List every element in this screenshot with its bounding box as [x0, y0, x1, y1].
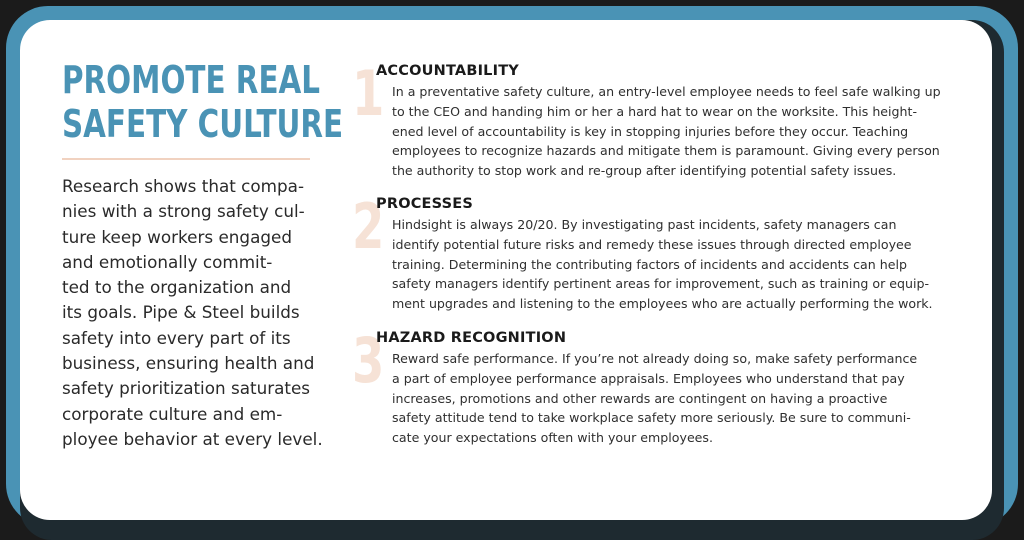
body-line: employees to recognize hazards and mitigate them is paramount. Giving every person [392, 143, 940, 159]
intro-line: and emotionally commit- [62, 251, 273, 272]
intro-line: ted to the organization and [62, 277, 292, 298]
section-number: 3 [352, 324, 385, 397]
body-line: Reward safe performance. If you’re not already doing so, make safety performance [392, 351, 918, 366]
body-line: cate your expectations often with your employees. [392, 430, 713, 446]
title-line: PROMOTE REAL [62, 58, 321, 102]
section-heading: ACCOUNTABILITY [376, 63, 519, 79]
intro-line: safety prioritization saturates [62, 378, 311, 399]
title-divider [62, 158, 310, 160]
intro-line: Research shows that compa- [62, 176, 305, 196]
body-line: ment upgrades and listening to the employees who are actually performing the work. [392, 296, 933, 312]
section-body [392, 349, 972, 448]
section-body [392, 215, 972, 314]
body-line: a part of employee performance appraisals. Employees who understand that pay [392, 370, 905, 386]
body-line: ened level of accountability is key in stopping injuries before they occur. Teaching [392, 123, 909, 139]
body-line: safety managers identify pertinent areas for improvement, such as training or equip- [392, 276, 930, 292]
page-title [62, 58, 344, 146]
intro-line: nies with a strong safety cul- [62, 201, 305, 222]
section-body [392, 82, 972, 181]
body-line: increases, promotions and other rewards are contingent on having a proactive [392, 390, 888, 406]
body-line: In a preventative safety culture, an entry-level employee needs to feel safe walking up [392, 84, 941, 99]
section-heading: HAZARD RECOGNITION [376, 330, 567, 346]
body-line: the authority to stop work and re-group after identifying potential safety issues. [392, 163, 897, 179]
intro-line: ployee behavior at every level. [62, 428, 323, 449]
intro-line: corporate culture and em- [62, 403, 283, 424]
intro-paragraph [62, 174, 332, 452]
section-number: 1 [352, 57, 385, 130]
body-line: to the CEO and handing him or her a hard hat to wear on the worksite. This height- [392, 103, 918, 119]
intro-line: safety into every part of its [62, 327, 291, 348]
body-line: training. Determining the contributing factors of incidents and accidents can help [392, 256, 907, 272]
title-line: SAFETY CULTURE [62, 102, 344, 146]
intro-line: ture keep workers engaged [62, 226, 292, 247]
section-heading: PROCESSES [376, 196, 474, 212]
section-number: 2 [352, 190, 385, 263]
intro-line: its goals. Pipe & Steel builds [62, 302, 300, 323]
body-line: safety attitude tend to take workplace safety more seriously. Be sure to communi- [392, 410, 911, 426]
body-line: identify potential future risks and remedy these issues through directed employee [392, 236, 912, 252]
body-line: Hindsight is always 20/20. By investigating past incidents, safety managers can [392, 217, 897, 232]
intro-line: business, ensuring health and [62, 353, 315, 374]
